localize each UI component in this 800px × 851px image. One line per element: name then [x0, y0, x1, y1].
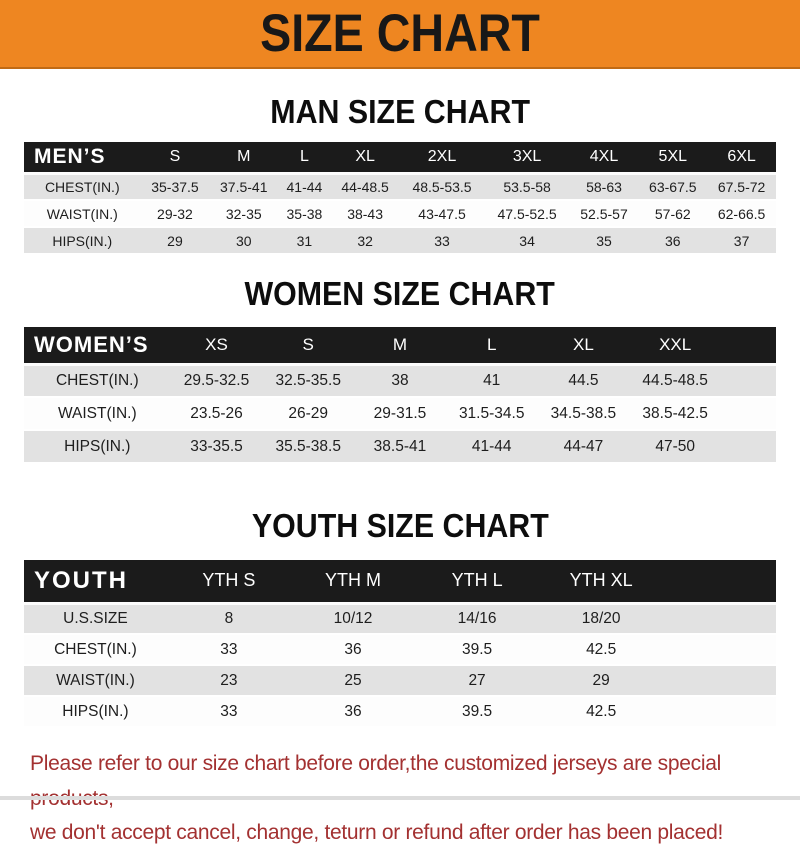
- column-header: S: [302, 334, 314, 354]
- column-header: 5XL: [658, 147, 688, 165]
- size-value: 58-63: [586, 178, 622, 195]
- table-header-row: [24, 327, 776, 364]
- size-value: 47-50: [655, 437, 695, 455]
- row-filler: [663, 603, 776, 634]
- row-label: CHEST(IN.): [54, 640, 137, 658]
- size-value: 29: [167, 232, 183, 249]
- size-value: 29: [592, 671, 610, 689]
- size-value: 38-43: [347, 205, 383, 222]
- table-row: [24, 227, 776, 254]
- size-value: 31: [296, 232, 313, 249]
- column-header: YTH L: [451, 570, 503, 591]
- men-size-table: [24, 142, 776, 255]
- size-value: 32: [357, 232, 373, 249]
- size-value: 47.5-52.5: [497, 205, 557, 222]
- size-value: 36: [344, 640, 362, 658]
- column-header: M: [237, 147, 251, 165]
- size-value: 52.5-57: [580, 205, 628, 222]
- size-value: 27: [468, 671, 486, 689]
- size-value: 32.5-35.5: [275, 371, 341, 389]
- column-header: YTH S: [202, 570, 256, 591]
- size-value: 38: [391, 371, 409, 389]
- size-value: 44-47: [563, 437, 604, 455]
- size-value: 29.5-32.5: [183, 371, 250, 389]
- column-header: 3XL: [512, 147, 542, 165]
- size-value: 57-62: [654, 205, 691, 222]
- size-value: 10/12: [333, 609, 373, 627]
- size-value: 18/20: [581, 609, 621, 627]
- table-row: [24, 603, 776, 634]
- row-filler: [721, 397, 776, 430]
- table-row: [24, 665, 776, 696]
- column-header: 6XL: [727, 147, 756, 165]
- size-value: 48.5-53.5: [412, 178, 472, 195]
- order-policy-line-1: Please refer to our size chart before order,the customized jerseys are special: [30, 752, 721, 775]
- size-value: 43-47.5: [418, 205, 466, 222]
- row-filler: [721, 364, 776, 397]
- column-header: L: [486, 334, 497, 354]
- image-bottom-edge: [0, 796, 800, 800]
- row-filler: [663, 665, 776, 696]
- size-value: 36: [665, 232, 681, 249]
- size-value: 36: [344, 702, 362, 720]
- size-value: 62-66.5: [717, 205, 766, 222]
- section-heading-text: YOUTH SIZE CHART: [251, 507, 549, 544]
- size-value: 25: [344, 671, 362, 689]
- row-label: CHEST(IN.): [55, 371, 139, 389]
- banner-title: SIZE CHART: [260, 4, 540, 63]
- table-row: [24, 173, 776, 200]
- table-header-row: [24, 142, 776, 173]
- size-value: 41-44: [471, 437, 512, 455]
- row-filler: [721, 430, 776, 463]
- size-value: 35-38: [286, 205, 323, 222]
- row-label: HIPS(IN.): [52, 232, 113, 249]
- table-row: [24, 364, 776, 397]
- column-header: S: [169, 147, 181, 165]
- section-heading-text: WOMEN SIZE CHART: [244, 275, 556, 312]
- size-value: 35.5-38.5: [275, 437, 341, 455]
- size-value: 26-29: [288, 404, 329, 422]
- column-header: XL: [573, 334, 594, 354]
- size-value: 33: [434, 232, 450, 249]
- size-value: 33: [220, 640, 238, 658]
- header-filler: [721, 327, 776, 364]
- section-heading-youth: [0, 508, 800, 544]
- size-value: 39.5: [461, 702, 493, 720]
- column-header: XXL: [659, 334, 692, 354]
- table-header-label: YOUTH: [34, 566, 128, 594]
- size-value: 53.5-58: [503, 178, 551, 195]
- size-value: 67.5-72: [717, 178, 766, 195]
- size-value: 29-31.5: [373, 404, 427, 422]
- size-value: 37: [733, 232, 750, 249]
- size-value: 33: [220, 702, 238, 720]
- header-filler: [663, 560, 776, 603]
- column-header: 4XL: [589, 147, 619, 165]
- column-header: L: [299, 147, 309, 165]
- size-value: 39.5: [461, 640, 493, 658]
- table-row: [24, 634, 776, 665]
- size-value: 63-67.5: [649, 178, 697, 195]
- row-label: WAIST(IN.): [56, 671, 135, 689]
- table-row: [24, 696, 776, 727]
- order-policy-line-2: we don't accept cancel, change, teturn or refund after order has been placed!: [30, 821, 724, 844]
- row-filler: [663, 634, 776, 665]
- size-chart-banner: [0, 0, 800, 69]
- size-value: 41-44: [286, 178, 323, 195]
- size-value: 23: [220, 671, 238, 689]
- table-row: [24, 397, 776, 430]
- row-label: HIPS(IN.): [62, 702, 129, 720]
- size-value: 29-32: [157, 205, 193, 222]
- table-header-label: WOMEN’S: [34, 331, 149, 357]
- women-size-table: [24, 327, 776, 464]
- table-header-row: [24, 560, 776, 603]
- size-value: 38.5-41: [373, 437, 427, 455]
- column-header: M: [392, 334, 408, 354]
- size-value: 44.5-48.5: [642, 371, 708, 389]
- size-value: 14/16: [457, 609, 497, 627]
- size-value: 34: [519, 232, 535, 249]
- size-chart-sections: [0, 94, 800, 728]
- size-value: 42.5: [586, 702, 617, 720]
- row-label: U.S.SIZE: [63, 609, 128, 627]
- size-value: 37.5-41: [220, 178, 268, 195]
- column-header: YTH M: [324, 570, 381, 591]
- section-heading-text: MAN SIZE CHART: [270, 93, 530, 130]
- row-filler: [663, 696, 776, 727]
- column-header: XL: [355, 147, 375, 165]
- size-value: 42.5: [586, 640, 617, 658]
- size-value: 38.5-42.5: [642, 404, 708, 422]
- table-header-label: MEN’S: [34, 144, 106, 168]
- table-row: [24, 430, 776, 463]
- size-value: 44.5: [568, 371, 599, 389]
- row-label: WAIST(IN.): [46, 205, 118, 222]
- youth-size-table: [24, 560, 776, 728]
- size-value: 30: [235, 232, 252, 249]
- size-value: 35: [596, 232, 612, 249]
- size-value: 33-35.5: [190, 437, 243, 455]
- column-header: YTH XL: [569, 570, 633, 591]
- size-value: 41: [483, 371, 501, 389]
- size-value: 44-48.5: [341, 178, 389, 195]
- size-value: 31.5-34.5: [458, 404, 525, 422]
- size-value: 23.5-26: [190, 404, 243, 422]
- row-label: WAIST(IN.): [57, 404, 137, 422]
- size-value: 34.5-38.5: [550, 404, 617, 422]
- size-value: 32-35: [225, 205, 262, 222]
- column-header: XS: [205, 334, 228, 354]
- size-value: 8: [224, 609, 234, 627]
- row-label: CHEST(IN.): [44, 178, 120, 195]
- row-label: HIPS(IN.): [64, 437, 131, 455]
- section-heading-men: [0, 94, 800, 130]
- column-header: 2XL: [427, 147, 457, 165]
- size-value: 35-37.5: [151, 178, 199, 195]
- table-row: [24, 200, 776, 227]
- section-heading-women: [0, 276, 800, 312]
